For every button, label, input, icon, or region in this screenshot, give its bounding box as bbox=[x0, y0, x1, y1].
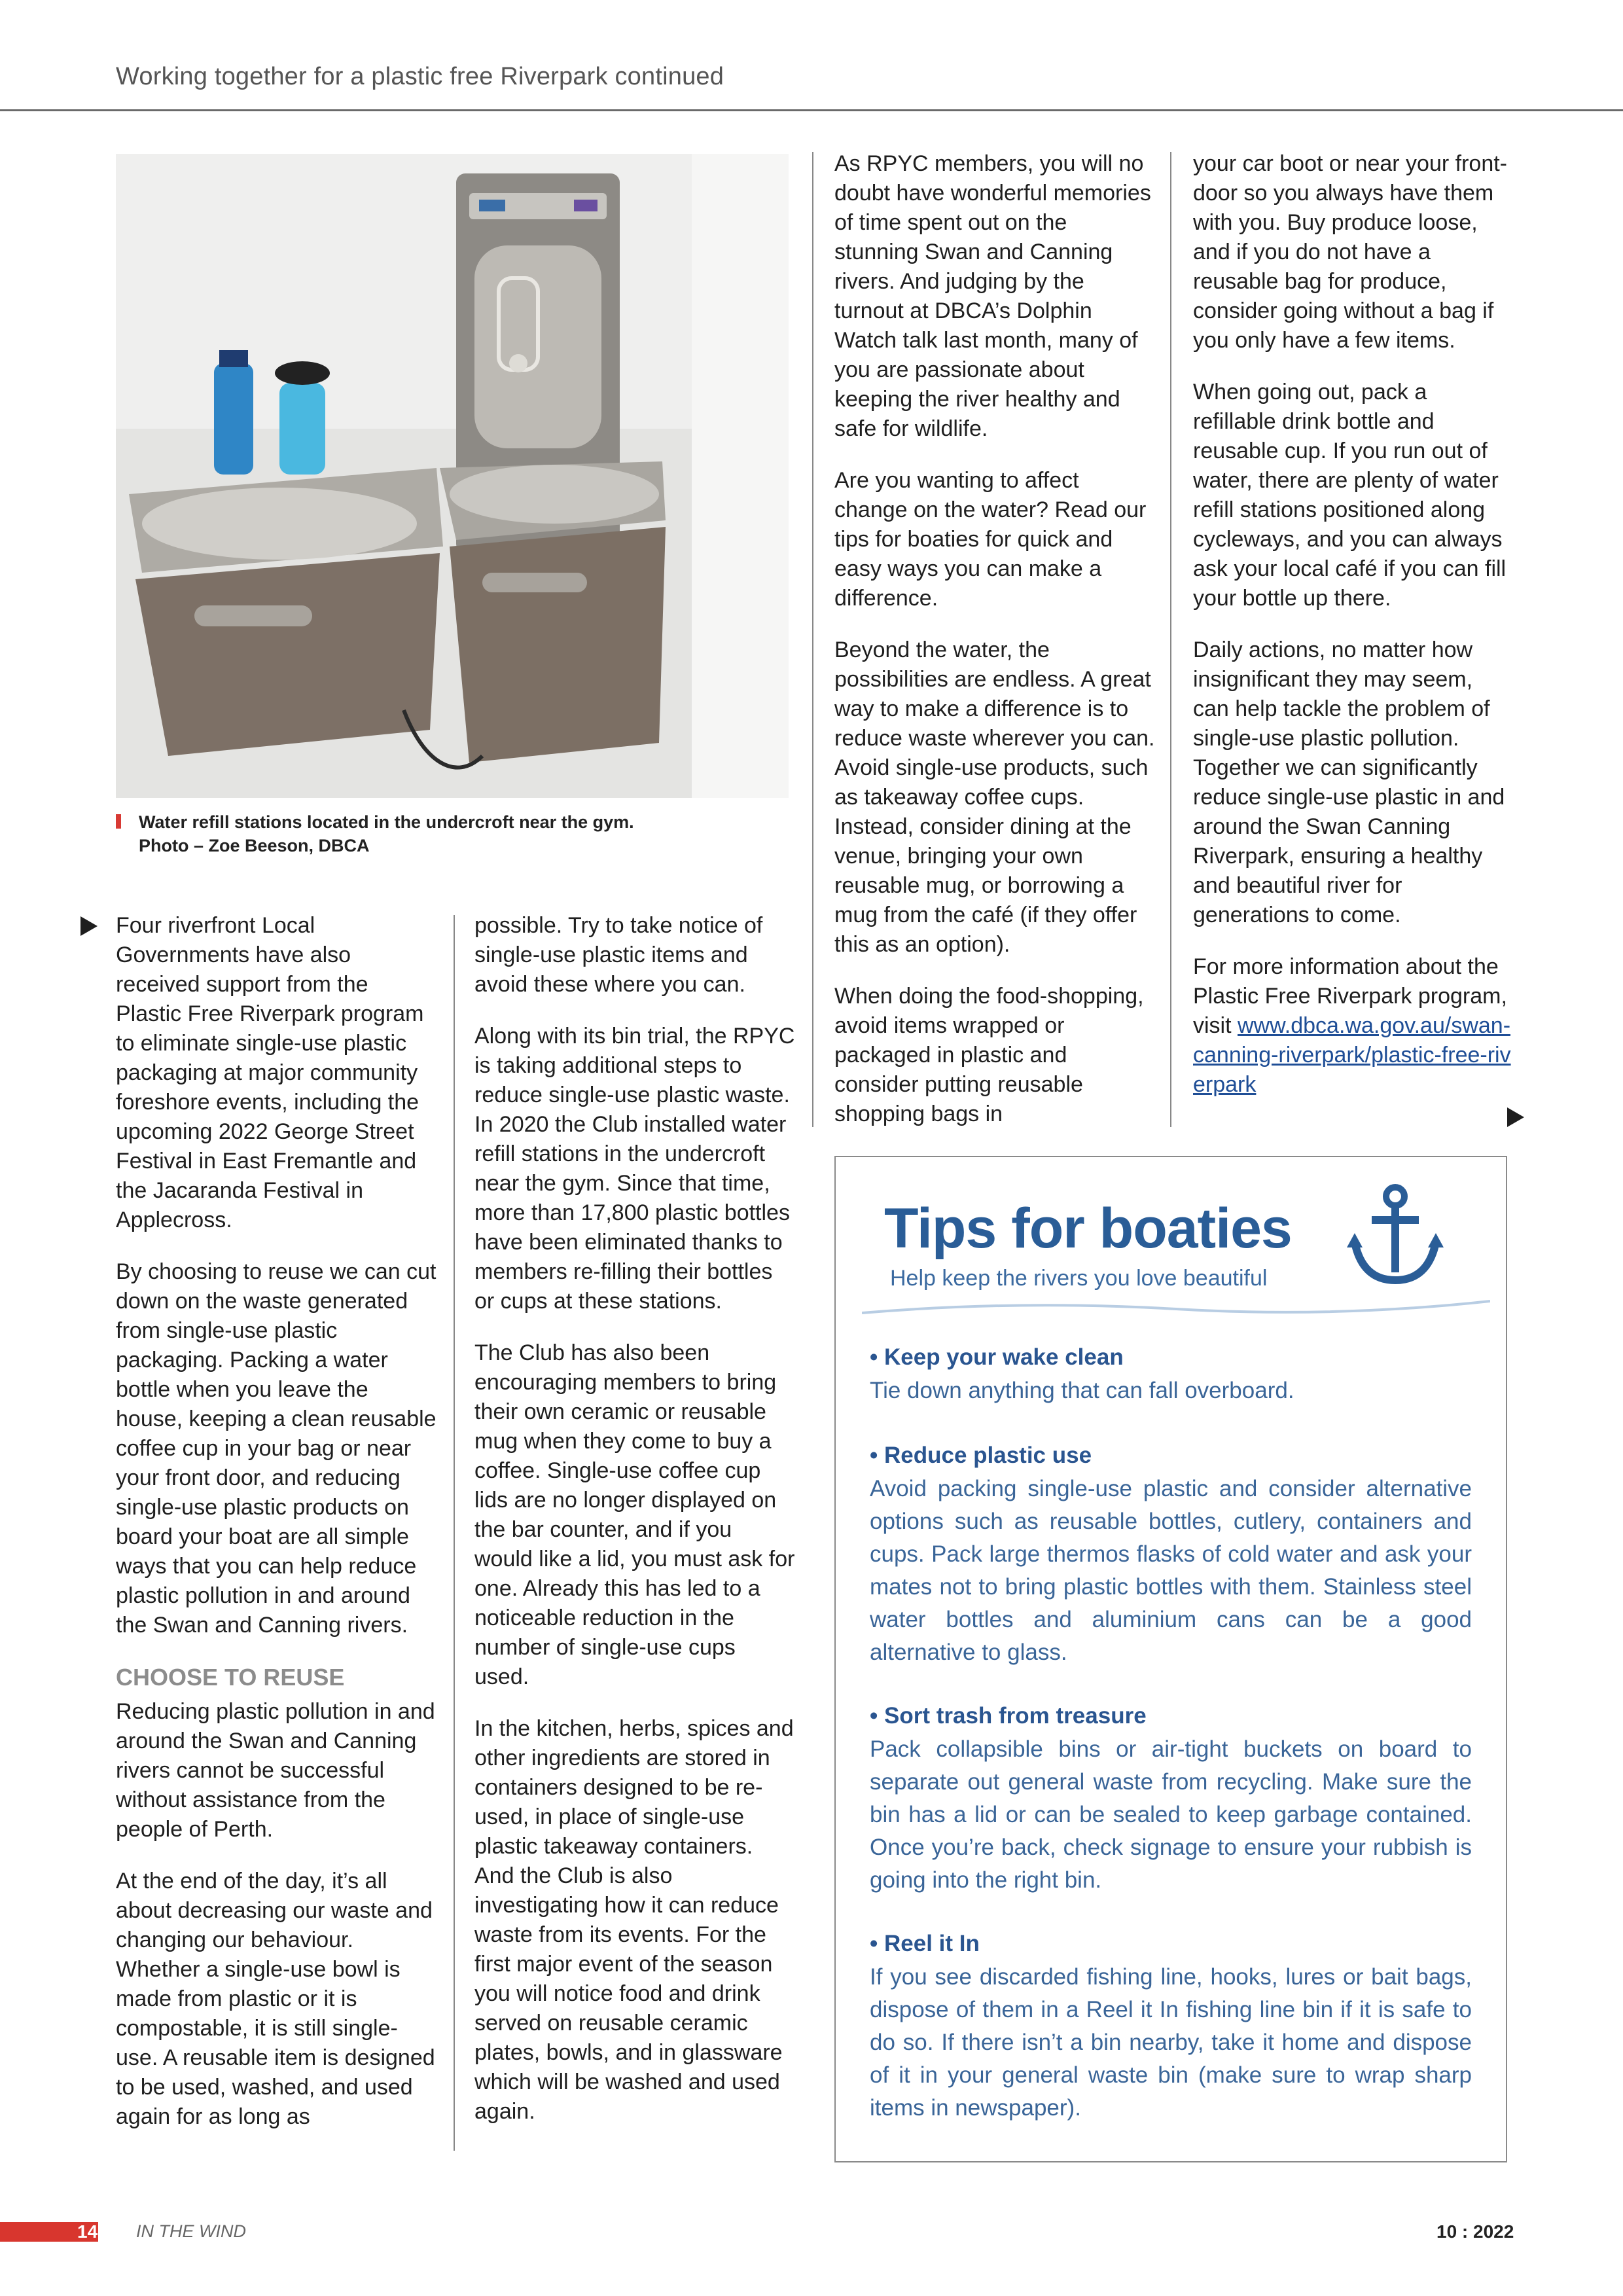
tip-item bbox=[870, 1931, 1472, 2125]
running-title: Working together for a plastic free Riverpark continued bbox=[116, 63, 724, 90]
wave-divider bbox=[862, 1295, 1490, 1321]
paragraph: In the kitchen, herbs, spices and other ingredients are stored in containers designed to be re-used, in place of single-use plastic takeaway containers. And the Club is also investigating how it can reduce waste from its events. For the first major event of the season you will notice food and drink served on reusable ceramic plates, bowls, and in glassware which will be washed and used again. bbox=[474, 1716, 794, 2124]
header-rule bbox=[0, 109, 1623, 111]
tip-heading: • Sort trash from treasure bbox=[870, 1703, 1147, 1729]
article-column-4 bbox=[1193, 149, 1514, 1122]
paragraph: Beyond the water, the possibilities are endless. A great way to make a difference is to reduce waste wherever you can. Avoid single-use products, such as takeaway coffee cups. Instead, consider dining at the venue, bringing your own reusable mug, or borrowing a mug from the café (if they offer this as an option). bbox=[834, 637, 1155, 957]
tip-item bbox=[870, 1344, 1472, 1407]
more-info-paragraph bbox=[1193, 952, 1514, 1100]
column-rule bbox=[1170, 152, 1171, 1127]
tip-heading: • Keep your wake clean bbox=[870, 1344, 1124, 1370]
tip-body: Tie down anything that can fall overboard. bbox=[870, 1378, 1294, 1403]
caption-line-2: Photo – Zoe Beeson, DBCA bbox=[139, 836, 370, 855]
tip-body: Pack collapsible bins or air-tight buckets on board to separate out general waste from recycling. Make sure the bin has a lid or can be sealed to keep garbage contained. Once you’re back, check signage to ensure your rubbish is going into the right bin. bbox=[870, 1736, 1472, 1893]
tip-heading: • Reduce plastic use bbox=[870, 1443, 1092, 1468]
tip-heading-text: Reel it In bbox=[883, 1931, 980, 1956]
paragraph: your car boot or near your front-door so you always have them with you. Buy produce loose, and if you do not have a reusable bag for produce, consider going without a bag if you only have a few items. bbox=[1193, 151, 1508, 353]
caption-line-1: Water refill stations located in the undercroft near the gym. bbox=[139, 812, 634, 832]
page-number: 14 bbox=[77, 2221, 98, 2242]
paragraph: When going out, pack a refillable drink bottle and reusable cup. If you run out of water, there are plenty of water refill stations positioned along cycleways, and you can always ask your local café if you can fill your bottle up there. bbox=[1193, 380, 1507, 611]
paragraph: The Club has also been encouraging members to bring their own ceramic or reusable mug when they come to buy a coffee. Single-use coffee cup lids are no longer displayed on the bar counter, and if you would like a lid, you must ask for one. Already this has led to a noticeable reduction in the number of single-use cups used. bbox=[474, 1340, 795, 1689]
tip-heading-text: Keep your wake clean bbox=[883, 1344, 1124, 1370]
anchor-icon bbox=[1343, 1182, 1448, 1287]
paragraph: Are you wanting to affect change on the water? Read our tips for boaties for quick and easy ways you can make a difference. bbox=[834, 468, 1147, 611]
article-column-3 bbox=[834, 149, 1155, 1151]
tips-for-boaties-box bbox=[834, 1156, 1507, 2162]
paragraph: Four riverfront Local Governments have also received support from the Plastic Free Riverpark program to eliminate single-use plastic packaging at major community foreshore events, including the upcoming 2022 George Street Festival in East Fremantle and the Jacaranda Festival in Applecross. bbox=[116, 913, 424, 1232]
paragraph: possible. Try to take notice of single-use plastic items and avoid these where you can. bbox=[474, 913, 763, 997]
article-column-1 bbox=[116, 911, 437, 2154]
tips-subtitle: Help keep the rivers you love beautiful bbox=[890, 1266, 1268, 1291]
section-heading: CHOOSE TO REUSE bbox=[116, 1664, 345, 1691]
paragraph: When doing the food-shopping, avoid items wrapped or packaged in plastic and consider putting reusable shopping bags in bbox=[834, 984, 1144, 1126]
paragraph: By choosing to reuse we can cut down on the waste generated from single-use plastic packaging. Packing a water bottle when you leave the house, keeping a clean reusable coffee cup in your bag or near your front door, and reducing single-use plastic products on board your boat are all simple ways that you can help reduce plastic pollution in and around the Swan and Canning rivers. bbox=[116, 1259, 437, 1638]
column-rule bbox=[454, 915, 455, 2151]
paragraph: At the end of the day, it’s all about decreasing our waste and changing our behaviour. Whether a single-use bowl is made from plastic or it is compostable, it is still single-use. A reusable item is designed to be used, washed, and used again for as long as bbox=[116, 1869, 435, 2129]
publication-name: IN THE WIND bbox=[136, 2221, 246, 2241]
tip-item bbox=[870, 1443, 1472, 1669]
paragraph: As RPYC members, you will no doubt have wonderful memories of time spent out on the stunning Swan and Canning rivers. And judging by the turnout at DBCA’s Dolphin Watch talk last month, many of you are passionate about keeping the river healthy and safe for wildlife. bbox=[834, 151, 1151, 441]
paragraph: Along with its bin trial, the RPYC is taking additional steps to reduce single-use plastic waste. In 2020 the Club installed water refill stations in the undercroft near the gym. Since that time, more than 17,800 plastic bottles have been eliminated thanks to members re-filling their bottles or cups at these stations. bbox=[474, 1024, 795, 1314]
continuation-arrow-icon bbox=[80, 916, 98, 936]
paragraph: Reducing plastic pollution in and around the Swan and Canning rivers cannot be successful without assistance from the people of Perth. bbox=[116, 1699, 435, 1842]
caption-marker bbox=[116, 814, 121, 829]
photo-illustration bbox=[116, 154, 789, 798]
tip-body: If you see discarded fishing line, hooks, lures or bait bags, dispose of them in a Reel it In fishing line bin if it is safe to do so. If there isn’t a bin nearby, take it home and dispose of it in your general waste bin (make sure to wrap sharp items in newspaper). bbox=[870, 1964, 1472, 2121]
photo-caption bbox=[116, 810, 796, 857]
column-rule bbox=[812, 152, 813, 1127]
paragraph: Daily actions, no matter how insignificant they may seem, can help tackle the problem of single-use plastic pollution. Together we can significantly reduce single-use plastic in and around the Swan Canning Riverpark, ensuring a healthy and beautiful river for generations to come. bbox=[1193, 637, 1505, 927]
tip-heading: • Reel it In bbox=[870, 1931, 980, 1956]
tip-body: Avoid packing single-use plastic and consider alternative options such as reusable bottles, cutlery, containers and cups. Pack large thermos flasks of cold water and ask your mates not to bring plastic bottles with them. Stainless steel water bottles and aluminium cans can be a good alternative to glass. bbox=[870, 1476, 1472, 1665]
article-column-2 bbox=[474, 911, 795, 2149]
dbca-link[interactable]: www.dbca.wa.gov.au/swan-canning-riverpark/plastic-free-riverpark bbox=[1193, 1013, 1511, 1097]
tip-heading-text: Reduce plastic use bbox=[883, 1443, 1092, 1468]
tip-heading-text: Sort trash from treasure bbox=[883, 1703, 1147, 1729]
more-info-text: For more information about the Plastic Free Riverpark program, visit bbox=[1193, 954, 1507, 1038]
tip-item bbox=[870, 1703, 1472, 1897]
water-refill-station-photo bbox=[116, 154, 789, 798]
issue-label: 10 : 2022 bbox=[1436, 2221, 1514, 2242]
tips-title: Tips for boaties bbox=[884, 1197, 1292, 1260]
